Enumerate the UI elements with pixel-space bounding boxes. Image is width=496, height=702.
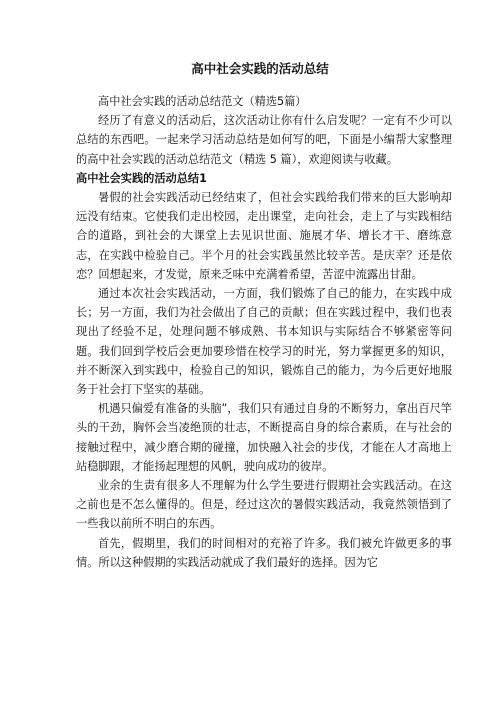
body-paragraph-5: 首先，假期里，我们的时间相对的充裕了许多。我们被允许做更多的事情。所以这种假期的实践活动就成了我们最好的选择。因为它 [76,536,452,569]
body-paragraph-4: 业余的生责有很多人不理解为什么学生要进行假期社会实践活动。在这之前也是不怎么懂得的。但是，经过这次的暑假实践活动，我竟然领悟到了一些我以前所不明白的东西。 [76,479,452,531]
body-paragraph-1: 暑假的社会实践活动已经结束了，但社会实践给我们带来的巨大影响却远没有结束。它使我们走出校园，走出课堂，走向社会，走上了与实践相结合的道路，到社会的大课堂上去见识世面、施展才华、增长才干、磨练意志，在实践中检验自己。半个月的社会实践虽然比较辛苦。是庆幸？还是依恋？回想起来，才发觉，原来乏味中充满着希望，苦涩中流露出甘甜。 [76,191,452,281]
document-title: 高中社会实践的活动总结 [191,61,329,76]
intro-paragraph: 经历了有意义的活动后，这次活动让你有什么启发呢？一定有不少可以总结的东西吧。一起来学习活动总结是如何写的吧，下面是小编帮大家整理的高中社会实践的活动总结范文（精选 5 篇），欢迎阅读与收藏。 [76,114,452,166]
body-paragraph-2: 通过本次社会实践活动，一方面，我们锻炼了自己的能力，在实践中成长；另一方面，我们为社会做出了自己的贡献；但在实践过程中，我们也表现出了经验不足，处理问题不够成熟、书本知识与实际结合不够紧密等问题。我们回到学校后会更加要珍惜在校学习的时光，努力掌握更多的知识，并不断深入到实践中，检验自己的知识，锻炼自己的能力，为今后更好地服务于社会打下坚实的基础。 [76,287,452,397]
section-heading: 高中社会实践的活动总结1 [76,171,207,185]
body-paragraph-3: 机遇只偏爱有准备的头脑”，我们只有通过自身的不断努力，拿出百尺竿头的干劲，胸怀会当凌绝顶的壮志，不断提高自身的综合素质，在与社会的接触过程中，减少磨合期的碰撞，加快融入社会的步伐，才能在人才高地上站稳脚跟，才能扬起理想的风帆，驶向成功的彼岸。 [76,402,452,473]
intro-line: 高中社会实践的活动总结范文（精选5篇） [98,95,307,108]
